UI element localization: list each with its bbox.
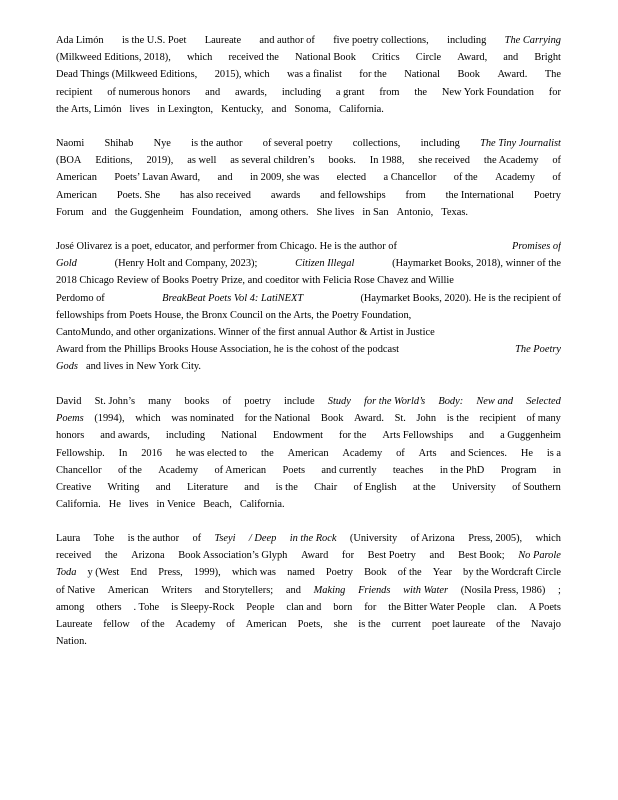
italic-title-text: New and — [476, 396, 514, 407]
text-segment: Writing — [107, 481, 140, 493]
text-segment: among — [56, 601, 85, 613]
text-segment: American — [56, 172, 97, 184]
text-segment: . Tohe — [133, 601, 160, 613]
text-line — [56, 564, 561, 581]
text-segment: Kentucky, — [221, 103, 264, 115]
text-segment: Academy — [175, 618, 216, 630]
text-segment: from — [379, 86, 400, 98]
text-segment: by the Wordcraft Circle — [463, 567, 561, 579]
text-segment: National Book — [295, 52, 356, 64]
text-segment: awards, — [234, 86, 268, 98]
text-segment: for — [364, 601, 377, 613]
text-segment: and — [244, 481, 260, 493]
text-segment: Dead Things (Milkweed Editions, — [56, 69, 198, 81]
text-segment: Bright — [534, 52, 561, 64]
text-segment: is the author — [127, 533, 180, 544]
text-segment: New York Foundation — [441, 86, 534, 98]
text-segment: lives — [129, 103, 150, 115]
text-segment: and Sciences. — [450, 447, 507, 459]
text-segment: Poets — [282, 464, 306, 476]
text-segment: of American — [214, 464, 267, 476]
italic-title-text: Poems — [56, 413, 84, 425]
text-segment: and author of — [259, 35, 315, 46]
text-segment: collections, — [352, 138, 401, 149]
text-segment: 1999), — [193, 567, 221, 579]
text-segment: Press, 2005), — [468, 533, 523, 544]
text-segment: The — [544, 69, 561, 81]
text-line — [56, 341, 561, 358]
text-line — [56, 496, 561, 513]
text-segment: which — [135, 413, 161, 425]
text-segment: Shihab — [104, 138, 134, 149]
text-line — [56, 633, 561, 650]
text-line — [56, 445, 561, 462]
text-line — [56, 32, 561, 49]
text-segment: Chancellor — [56, 464, 102, 476]
text-segment: current — [391, 618, 421, 630]
italic-title-text: Promises of — [512, 241, 561, 252]
italic-title-text: No Parole — [518, 550, 561, 562]
text-segment: of — [192, 533, 202, 544]
text-segment: He — [520, 447, 533, 459]
text-segment: which was — [231, 567, 276, 579]
text-line — [56, 307, 561, 324]
text-line — [56, 255, 561, 272]
text-segment: 2016 — [141, 447, 162, 459]
text-segment: in 2009, she was — [249, 172, 320, 184]
text-segment: CantoMundo, and other organizations. Winner of the first annual Author & Artist in Justice — [56, 326, 435, 338]
text-segment: she — [333, 618, 348, 630]
text-segment: for — [341, 550, 355, 562]
text-segment: Naomi — [56, 138, 85, 149]
bio-david-st-john — [56, 393, 561, 513]
italic-title-text: for the World’s — [364, 396, 426, 407]
text-segment: End — [130, 567, 148, 579]
bio-naomi-shihab-nye — [56, 135, 561, 221]
text-segment: National — [404, 69, 440, 81]
text-segment: 2019), — [146, 155, 174, 167]
text-segment: and — [285, 584, 301, 596]
text-segment: Book — [364, 567, 387, 579]
text-segment: Forum — [56, 206, 84, 218]
text-segment: Book — [457, 69, 480, 81]
text-line — [56, 530, 561, 547]
text-segment: of the — [117, 464, 142, 476]
text-segment: of many — [526, 413, 561, 425]
text-segment: of Southern — [512, 481, 561, 493]
text-segment: as well — [187, 155, 217, 167]
text-line — [56, 66, 561, 83]
text-line — [56, 427, 561, 444]
bio-laura-tohe — [56, 530, 561, 650]
text-segment: Program — [500, 464, 537, 476]
text-line — [56, 547, 561, 564]
text-segment: in Venice — [156, 499, 196, 511]
text-line — [56, 204, 561, 221]
text-line — [56, 101, 561, 118]
text-line — [56, 616, 561, 633]
text-segment: People — [246, 601, 275, 613]
text-segment: ; — [558, 584, 561, 596]
text-segment: Sonoma, — [294, 103, 332, 115]
text-segment: St. — [394, 413, 406, 425]
text-segment: and — [155, 481, 171, 493]
text-segment: Perdomo of — [56, 292, 105, 304]
text-segment: the Guggenheim — [114, 206, 184, 218]
text-segment: in — [552, 464, 561, 476]
text-segment: Arts Fellowships — [382, 430, 454, 442]
text-line — [56, 582, 561, 599]
text-segment: Award, — [457, 52, 488, 64]
text-segment: from — [405, 189, 426, 201]
text-segment: include — [283, 396, 315, 407]
text-segment: Best Book; — [458, 550, 505, 562]
text-segment: is the U.S. Poet — [121, 35, 187, 46]
text-segment: of — [552, 172, 561, 184]
text-segment: is the — [358, 618, 381, 630]
text-segment: of Native — [56, 584, 95, 596]
text-segment: Year — [432, 567, 452, 579]
text-segment: for the — [359, 69, 387, 81]
text-segment: named — [287, 567, 315, 579]
text-segment: is the — [275, 481, 298, 493]
italic-title-text: Toda — [56, 567, 77, 579]
text-line — [56, 324, 561, 341]
text-segment: five poetry collections, — [333, 35, 429, 46]
text-segment: fellowships from Poets House, the Bronx Council on the Arts, the Poetry Foundation, — [56, 309, 412, 321]
text-segment: University — [451, 481, 496, 493]
text-segment: and — [205, 86, 221, 98]
text-segment: American — [56, 189, 97, 201]
italic-title-text: Body: — [438, 396, 464, 407]
text-segment: Nation. — [56, 636, 87, 648]
text-segment: recipient — [56, 86, 93, 98]
text-segment: received — [56, 550, 92, 562]
text-segment: and — [91, 206, 107, 218]
text-segment: Writers — [161, 584, 193, 596]
text-segment: and — [217, 172, 233, 184]
text-segment: received the — [228, 52, 279, 64]
text-line — [56, 358, 561, 375]
text-segment: California. — [239, 499, 285, 511]
text-segment: the Bitter Water People — [388, 601, 486, 613]
text-segment: Poets, — [297, 618, 323, 630]
text-segment: California. — [56, 499, 101, 511]
italic-title-text: Tseyi — [214, 533, 236, 544]
text-segment: of — [396, 447, 405, 459]
text-segment: clan. — [496, 601, 517, 613]
text-segment: she received — [418, 155, 470, 167]
text-segment: y (West — [87, 567, 120, 579]
text-segment: Antonio, — [396, 206, 434, 218]
text-segment: is a — [546, 447, 561, 459]
text-segment: José Olivarez is a poet, educator, and performer from Chicago. He is the author of — [56, 241, 397, 252]
text-line — [56, 462, 561, 479]
text-segment: Award. — [497, 69, 528, 81]
text-segment: and — [503, 52, 519, 64]
text-segment: of numerous honors — [107, 86, 191, 98]
text-line — [56, 169, 561, 186]
italic-title-text: The Poetry — [515, 344, 561, 356]
text-segment: and currently — [321, 464, 377, 476]
text-segment: including — [420, 138, 460, 149]
text-segment: for the National — [244, 413, 311, 425]
text-segment: of — [222, 396, 232, 407]
text-segment: National — [221, 430, 257, 442]
text-segment: the — [414, 86, 428, 98]
text-segment: of — [552, 155, 561, 167]
text-segment: a grant — [335, 86, 365, 98]
text-segment: Press, — [158, 567, 183, 579]
italic-title-text: BreakBeat Poets Vol 4: LatiNEXT — [162, 292, 304, 304]
italic-title-text: with Water — [403, 584, 449, 596]
text-segment: is the author — [191, 138, 243, 149]
text-segment: A Poets — [528, 601, 561, 613]
text-segment: (Henry Holt and Company, 2023); — [114, 258, 258, 270]
text-segment: (Nosila Press, 1986) — [460, 584, 546, 596]
text-segment: Academy — [495, 172, 535, 184]
text-segment: Best Poetry — [367, 550, 416, 562]
text-segment: and lives in New York City. — [85, 361, 202, 373]
text-segment: including — [447, 35, 487, 46]
text-segment: (University — [349, 533, 398, 544]
text-segment: fellow — [103, 618, 130, 630]
text-segment: Nye — [153, 138, 171, 149]
text-line — [56, 238, 561, 255]
text-segment: was nominated — [171, 413, 234, 425]
text-segment: in the PhD — [439, 464, 485, 476]
text-segment: Beach, — [203, 499, 232, 511]
italic-title-text: Citizen Illegal — [295, 258, 355, 270]
italic-title-text: The Tiny Journalist — [480, 138, 561, 149]
text-segment: Circle — [415, 52, 442, 64]
text-segment: Award — [300, 550, 329, 562]
text-segment: Ada Limón — [56, 35, 104, 46]
bio-ada-limon — [56, 32, 561, 118]
text-segment: He — [108, 499, 121, 511]
text-segment: Texas. — [441, 206, 468, 218]
text-segment: and fellowships — [320, 189, 386, 201]
text-line — [56, 135, 561, 152]
text-segment: honors — [56, 430, 85, 442]
text-segment: She lives — [316, 206, 355, 218]
text-segment: (Haymarket Books, 2018), winner of the — [392, 258, 561, 270]
text-segment: St. John’s — [94, 396, 135, 407]
text-line — [56, 599, 561, 616]
text-segment: in Lexington, — [157, 103, 214, 115]
text-segment: Endowment — [272, 430, 324, 442]
text-segment: and — [271, 103, 287, 115]
text-segment: elected — [336, 172, 367, 184]
text-segment: of — [226, 618, 235, 630]
italic-title-text: The Carrying — [504, 35, 561, 46]
text-segment: was a finalist — [287, 69, 342, 81]
text-segment: Laureate — [204, 35, 242, 46]
text-segment: poetry — [244, 396, 271, 407]
text-line — [56, 410, 561, 427]
text-segment: among others. — [249, 206, 309, 218]
text-segment: a Chancellor — [383, 172, 437, 184]
text-segment: (BOA — [56, 155, 82, 167]
text-segment: born — [333, 601, 353, 613]
italic-title-text: Gods — [56, 361, 78, 373]
text-segment: teaches — [392, 464, 424, 476]
text-segment: books — [184, 396, 210, 407]
italic-title-text: Friends — [358, 584, 391, 596]
text-segment: of the — [140, 618, 165, 630]
text-segment: the — [261, 447, 274, 459]
text-segment: the — [104, 550, 118, 562]
text-segment: in San — [362, 206, 389, 218]
text-segment: many — [148, 396, 172, 407]
text-segment: and Storytellers; — [204, 584, 274, 596]
text-segment: Chair — [314, 481, 338, 493]
text-line — [56, 290, 561, 307]
text-segment: of English — [353, 481, 397, 493]
text-segment: (Milkweed Editions, 2018), — [56, 52, 171, 64]
text-segment: a Guggenheim — [500, 430, 561, 442]
text-segment: Poets. She — [116, 189, 161, 201]
text-segment: and awards, — [100, 430, 150, 442]
text-segment: as several children’s — [230, 155, 315, 167]
text-segment: Critics — [371, 52, 400, 64]
text-segment: lives — [128, 499, 149, 511]
text-segment: California. — [339, 103, 384, 115]
text-segment: Arts — [418, 447, 437, 459]
text-segment: of Arizona — [410, 533, 455, 544]
text-segment: American — [107, 584, 149, 596]
text-segment: of the — [496, 618, 521, 630]
text-segment: Poetry — [533, 189, 561, 201]
text-line — [56, 49, 561, 66]
italic-title-text: Making — [313, 584, 346, 596]
text-segment: books. — [328, 155, 356, 167]
text-segment: Book — [320, 413, 344, 425]
text-segment: recipient — [479, 413, 516, 425]
text-segment: Award from the Phillips Brooks House Association, he is the cohost of the podcast — [56, 344, 400, 356]
text-segment: clan and — [286, 601, 322, 613]
text-segment: John — [416, 413, 437, 425]
text-segment: Award. — [354, 413, 384, 425]
text-segment: Arizona — [131, 550, 165, 562]
text-segment: including — [165, 430, 206, 442]
text-segment: In 1988, — [369, 155, 405, 167]
text-segment: of the — [453, 172, 478, 184]
text-segment: Fellowship. — [56, 447, 105, 459]
text-segment: at the — [412, 481, 436, 493]
text-segment: he was elected to — [175, 447, 248, 459]
text-line — [56, 187, 561, 204]
text-segment: American — [245, 618, 287, 630]
text-segment: including — [281, 86, 322, 98]
text-segment: 2018 Chicago Review of Books Poetry Prize, and coeditor with Felicia Rose Chavez and Willie — [56, 275, 454, 287]
text-segment: and — [469, 430, 485, 442]
text-segment: Poets’ Lavan Award, — [114, 172, 201, 184]
text-segment: and — [429, 550, 445, 562]
italic-title-text: Study — [327, 396, 351, 407]
text-segment: American — [287, 447, 329, 459]
text-segment: of several poetry — [262, 138, 333, 149]
text-segment: Book Association’s Glyph — [178, 550, 288, 562]
text-segment: Literature — [187, 481, 228, 493]
text-segment: Poetry — [325, 567, 353, 579]
text-line — [56, 479, 561, 496]
text-segment: 2015), which — [214, 69, 270, 81]
text-segment: is the — [446, 413, 469, 425]
text-segment: Academy — [158, 464, 199, 476]
text-segment: Navajo — [530, 618, 561, 630]
text-segment: Academy — [342, 447, 383, 459]
text-segment: the International — [445, 189, 514, 201]
italic-title-text: Selected — [526, 396, 561, 407]
text-segment: is Sleepy-Rock — [171, 601, 235, 613]
text-segment: Laura — [56, 533, 81, 544]
text-segment: In — [118, 447, 128, 459]
text-segment: Foundation, — [191, 206, 242, 218]
text-segment: the Arts, Limón — [56, 103, 122, 115]
text-segment: Tohe — [93, 533, 115, 544]
text-segment: (1994), — [94, 413, 125, 425]
italic-title-text: / Deep — [248, 533, 277, 544]
text-segment: others — [96, 601, 122, 613]
text-segment: for — [548, 86, 561, 98]
text-segment: poet laureate — [431, 618, 486, 630]
text-line — [56, 84, 561, 101]
text-segment: Creative — [56, 481, 92, 493]
bio-jose-olivarez — [56, 238, 561, 376]
text-segment: (Haymarket Books, 2020). He is the recipient of — [360, 292, 561, 304]
text-segment: Editions, — [95, 155, 133, 167]
italic-title-text: in the Rock — [289, 533, 337, 544]
text-segment: which — [186, 52, 213, 64]
italic-title-text: Gold — [56, 258, 77, 270]
text-line — [56, 272, 561, 289]
text-segment: awards — [270, 189, 301, 201]
text-segment: which — [535, 533, 561, 544]
text-segment: the Academy — [483, 155, 539, 167]
text-segment: for the — [339, 430, 367, 442]
text-segment: of the — [397, 567, 422, 579]
text-segment: David — [56, 396, 82, 407]
text-segment: has also received — [180, 189, 251, 201]
text-line — [56, 152, 561, 169]
text-line — [56, 393, 561, 410]
text-segment: Laureate — [56, 618, 93, 630]
